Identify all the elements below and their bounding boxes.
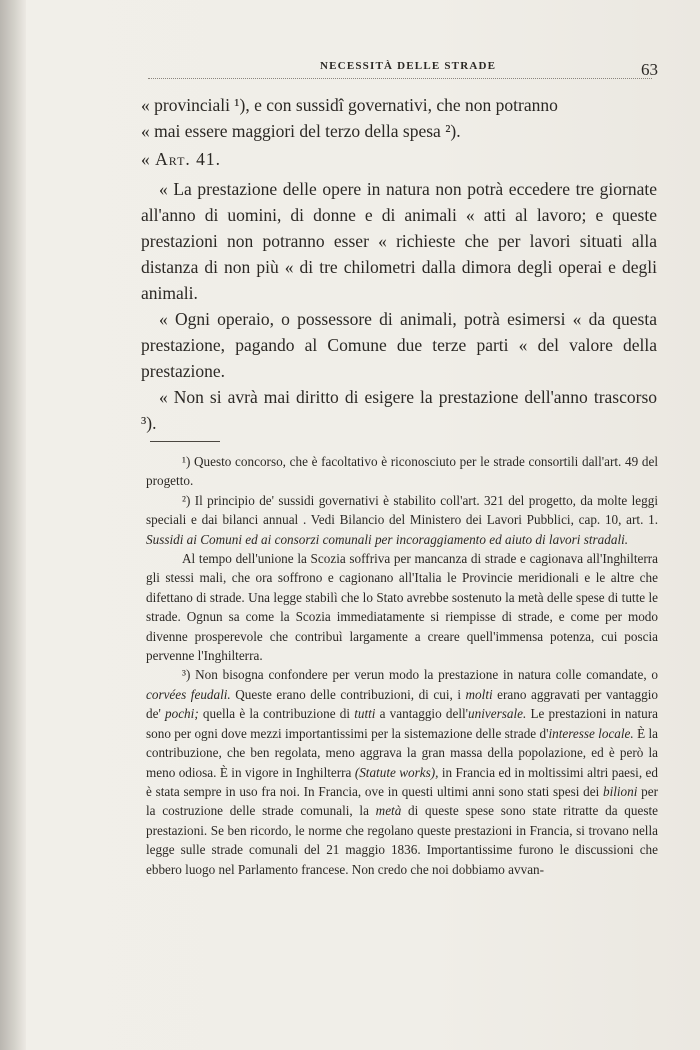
fn3-italic: interesse locale. bbox=[548, 725, 634, 741]
intro-line-1: « provinciali ¹), e con sussidî governativi, che non potranno bbox=[141, 95, 558, 115]
fn3-part: quella è la contribuzione di bbox=[198, 706, 355, 722]
fn3-part: È la contribuzione, che ben regolata, meno aggrava la gran massa della popolazione, ed è però la meno odiosa. È in vigore in Inghilterra bbox=[146, 725, 658, 780]
fn3-italic: corvées feudali. bbox=[146, 686, 231, 702]
fn3-part: Queste erano delle contribuzioni, di cui, i bbox=[230, 686, 466, 702]
fn3-italic: molti bbox=[465, 686, 493, 702]
main-text bbox=[141, 92, 657, 436]
article-heading: « Art. 41. bbox=[141, 149, 222, 169]
page-number: 63 bbox=[641, 60, 658, 79]
footnote-2-text: ²) Il principio de' sussidi governativi è stabilito coll'art. 321 del progetto, da molte leggi speciali e dai bilanci annual . Vedi Bilancio del Ministero dei Lavori Pubblici, cap. 10, art. 1. bbox=[146, 492, 658, 528]
fn3-part: Le prestazioni in natura sono per ogni dove mezzi importantissimi per la sistemazione delle strade d' bbox=[146, 706, 658, 741]
fn3-italic: tutti bbox=[354, 706, 376, 722]
header-dotted-rule bbox=[148, 78, 652, 79]
intro-lines bbox=[141, 92, 657, 144]
footnote-separator bbox=[150, 441, 220, 442]
page-gutter-shadow bbox=[0, 0, 26, 1050]
fn3-part: per la costruzione delle strade comunali, la bbox=[146, 783, 658, 819]
article-paragraph-1: « La prestazione delle opere in natura non potrà eccedere tre giornate all'anno di uomini, di donne e di animali « atti al lavoro; e queste prestazioni non potranno esser « richieste che per lavori situati alla distanza di non più « di tre chilometri dalla dimora degli operai e degli animali. bbox=[141, 179, 657, 303]
footnotes bbox=[146, 452, 658, 879]
footnote-2-italic: Sussidi ai Comuni ed ai consorzi comunali per incoraggiamento ed aiuto di lavori stradali. bbox=[146, 531, 629, 547]
fn3-part: in Francia ed in moltissimi altri paesi, ed è stata sempre in uso fra noi. In Francia, ove in questi ultimi anni sono stati spesi dei bbox=[146, 764, 658, 799]
footnote-1: ¹) Questo concorso, che è facoltativo è riconosciuto per le strade consortili dall'art. 49 del progetto. bbox=[146, 454, 658, 489]
fn3-italic: metà bbox=[375, 803, 402, 819]
fn3-italic: universale. bbox=[468, 706, 527, 722]
article-paragraph-2: « Ogni operaio, o possessore di animali, potrà esimersi « da questa prestazione, pagando al Comune due terze parti « del valore della prestazione. bbox=[141, 309, 657, 381]
fn3-italic: bilioni bbox=[602, 783, 638, 799]
fn3-italic: (Statute works), bbox=[354, 764, 439, 780]
fn3-part: ³) Non bisogna confondere per verun modo la prestazione in natura colle comandate, o bbox=[182, 667, 658, 683]
running-title: NECESSITÀ DELLE STRADE bbox=[320, 60, 497, 72]
fn3-italic: pochi; bbox=[165, 706, 199, 722]
intro-line-2: « mai essere maggiori del terzo della spesa ²). bbox=[141, 121, 461, 141]
footnote-2-continuation: Al tempo dell'unione la Scozia soffriva per mancanza di strade e cagionava all'Inghilterra gli stessi mali, che ora soffrono e cagionano all'Italia le Provincie meridionali e le altre che difettano di strade. Una legge stabilì che lo Stato avrebbe sostenuto la metà delle spese di tutte le strade. Ognun sa come la Scozia immediatamente si riempisse di strade, e come per modo divenne prosperevole che contribuì largamente a creare quell'immensa potenza, cui poscia pervenne l'Inghilterra. bbox=[146, 551, 658, 664]
fn3-part: erano aggravati per vantaggio de' bbox=[146, 686, 658, 722]
footnote-2 bbox=[146, 491, 658, 549]
fn3-part: a vantaggio dell' bbox=[375, 706, 469, 722]
footnote-3 bbox=[146, 665, 658, 878]
fn3-part: di queste spese sono state ritratte da queste prestazioni. Se ben ricordo, le norme che regolano queste prestazioni in Francia, si trovano nella legge sulle strade comunali del 21 maggio 1836. Importantissime furono le discussioni che ebbero luogo nel Parlamento francese. Non credo che noi dobbiamo avvan- bbox=[146, 803, 658, 877]
running-head bbox=[148, 58, 658, 80]
article-paragraph-3: « Non si avrà mai diritto di esigere la prestazione dell'anno trascorso ³). bbox=[141, 387, 657, 433]
